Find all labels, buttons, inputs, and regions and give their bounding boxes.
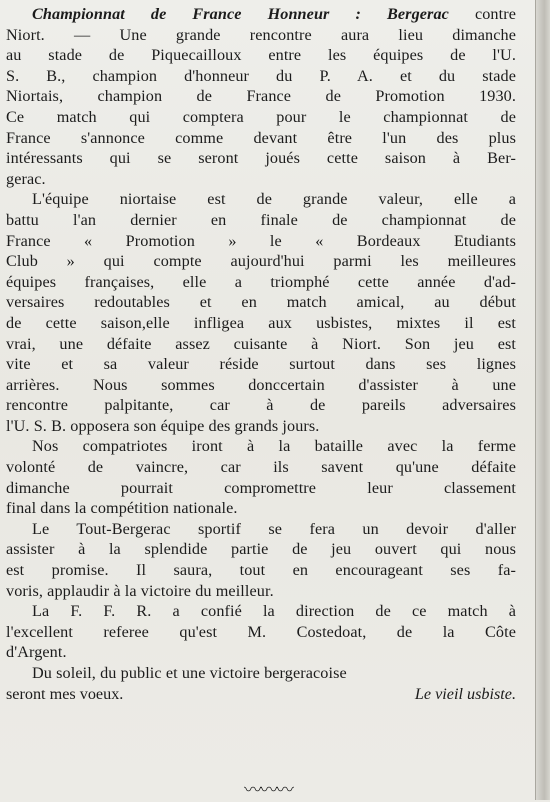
article-line: Du soleil, du public et une victoire bergeracoise xyxy=(32,664,347,682)
article-line: Ce match qui comptera pour le championnat de xyxy=(6,107,516,126)
article-body xyxy=(6,4,516,766)
article-line: Le Tout-Bergerac sportif se fera un devoir d'aller xyxy=(32,519,516,538)
article-line: volonté de vaincre, car ils savent qu'une défaite xyxy=(6,458,516,477)
article-line: d'Argent. xyxy=(6,643,67,662)
article-line: vite et sa valeur réside surtout dans ses lignes xyxy=(6,355,516,374)
page-edge xyxy=(535,0,550,800)
article-line: battu l'an dernier en finale de championnat de xyxy=(6,210,516,229)
article-line: voris, applaudir à la victoire du meilleur. xyxy=(6,581,274,600)
article-line: de cette saison,elle infligea aux usbistes, mixtes il est xyxy=(6,313,516,332)
article-line: assister à la splendide partie de jeu ouvert qui nous xyxy=(6,540,516,559)
article-line: Niort. — Une grande rencontre aura lieu dimanche xyxy=(6,25,516,44)
article-line: La F. F. R. a confié la direction de ce match à xyxy=(32,602,516,621)
article-line: Nos compatriotes iront à la bataille avec la ferme xyxy=(32,437,516,456)
article-line: dimanche pourrait compromettre leur classement xyxy=(6,478,516,497)
article-line: vrai, une défaite assez cuisante à Niort. Son jeu est xyxy=(6,334,516,353)
article-line: l'U. S. B. opposera son équipe des grands jours. xyxy=(6,416,320,435)
signature-line xyxy=(6,684,516,705)
headline-line xyxy=(6,4,516,25)
article-line: équipes françaises, elle a triomphé cette année d'ad- xyxy=(6,272,516,291)
article-paragraphs xyxy=(6,25,516,684)
article-line: France s'annonce comme devant être l'un des plus xyxy=(6,128,516,147)
article-line: S. B., champion d'honneur du P. A. et du stade xyxy=(6,66,516,85)
article-line: France « Promotion » le « Bordeaux Etudiants xyxy=(6,231,516,250)
article-paragraph xyxy=(6,601,516,663)
article-line: rencontre palpitante, car à de pareils adversaires xyxy=(6,396,516,415)
article-signature: Le vieil usbiste. xyxy=(414,684,516,703)
headline-rest: contre xyxy=(474,5,516,23)
article-line: Niortais, champion de France de Promotion 1930. xyxy=(6,87,516,106)
article-line: L'équipe niortaise est de grande valeur, elle a xyxy=(32,190,516,209)
article-line: gerac. xyxy=(6,169,46,188)
article-line: final dans la compétition nationale. xyxy=(6,499,238,518)
article-line: Club » qui compte aujourd'hui parmi les meilleures xyxy=(6,252,516,271)
article-paragraph xyxy=(6,25,516,190)
article-line: est promise. Il saura, tout en encourageant ses fa- xyxy=(6,561,516,580)
article-paragraph xyxy=(6,519,516,601)
article-paragraph xyxy=(6,189,516,436)
article-line: intéressants qui se seront joués cette saison à Ber- xyxy=(6,149,516,168)
article-line: arrières. Nous sommes donccertain d'assister à une xyxy=(6,375,516,394)
article-line: l'excellent referee qu'est M. Costedoat, de la Côte xyxy=(6,622,516,641)
article-line: au stade de Piquecailloux entre les équipes de l'U. xyxy=(6,46,516,65)
article-headline: Championnat de France Honneur : Bergerac xyxy=(32,5,449,23)
article-line: versaires redoutables et en match amical, au début xyxy=(6,293,516,312)
closing-line: seront mes voeux. xyxy=(6,684,124,703)
article-paragraph xyxy=(6,436,516,518)
ornament-divider: 〰〰〰 xyxy=(244,780,292,801)
article-paragraph xyxy=(6,663,516,684)
